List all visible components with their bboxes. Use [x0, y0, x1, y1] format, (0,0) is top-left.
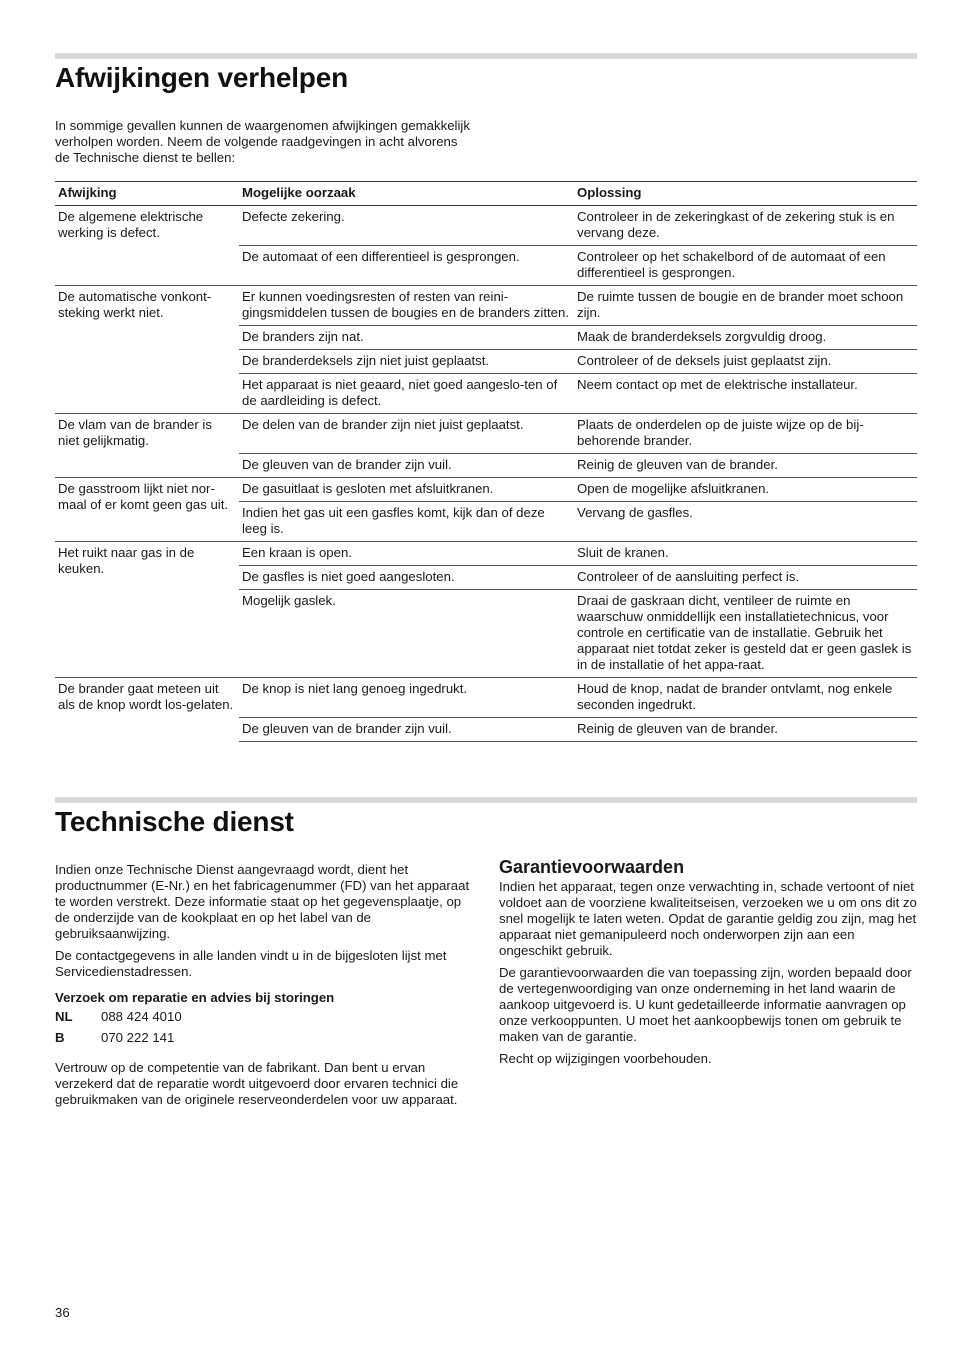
solution-cell: Controleer op het schakelbord of de automaat of een differentieel is gesprongen. [574, 246, 917, 286]
column-header-cause: Mogelijke oorzaak [239, 182, 574, 206]
warranty-paragraph: Recht op wijzigingen voorbehouden. [499, 1051, 712, 1066]
table-row [55, 206, 917, 246]
solution-cell: Controleer of de deksels juist geplaatst zijn. [574, 350, 917, 374]
cause-cell: De gleuven van de brander zijn vuil. [239, 454, 574, 478]
cause-cell: Indien het gas uit een gasfles komt, kijk dan of deze leeg is. [239, 502, 574, 542]
column-header-solution: Oplossing [574, 182, 917, 206]
solution-cell: Controleer of de aansluiting perfect is. [574, 566, 917, 590]
fault-cell: De brander gaat meteen uit als de knop wordt los-gelaten. [55, 678, 239, 742]
phone-number: 088 424 4010 [101, 1009, 182, 1024]
cause-cell: Defecte zekering. [239, 206, 574, 246]
table-header-row [55, 182, 917, 206]
cause-cell: Er kunnen voedingsresten of resten van reini-gingsmiddelen tussen de bougies en de branders zitten. [239, 286, 574, 326]
cause-cell: De gleuven van de brander zijn vuil. [239, 718, 574, 742]
fault-cell: De vlam van de brander is niet gelijkmatig. [55, 414, 239, 478]
fault-cell: Het ruikt naar gas in de keuken. [55, 542, 239, 678]
fault-cell: De algemene elektrische werking is defect. [55, 206, 239, 286]
solution-cell: Plaats de onderdelen op de juiste wijze op de bij-behorende brander. [574, 414, 917, 454]
section-title-troubleshooting: Afwijkingen verhelpen [55, 62, 348, 93]
country-code: NL [55, 1009, 73, 1024]
cause-cell: De branderdeksels zijn niet juist geplaatst. [239, 350, 574, 374]
cause-cell: De gasfles is niet goed aangesloten. [239, 566, 574, 590]
table-row [55, 286, 917, 326]
cause-cell: De knop is niet lang genoeg ingedrukt. [239, 678, 574, 718]
table-row [55, 678, 917, 718]
contact-row-nl [55, 1009, 471, 1025]
solution-cell: Draai de gaskraan dicht, ventileer de ruimte en waarschuw onmiddellijk een installatietechnicus, voor controle en certificatie van de installatie. Gebruik het apparaat niet totdat zeker is gesteld dat er geen gaslek is in de installatie of het appa-raat. [574, 590, 917, 678]
service-column-left [55, 862, 471, 1114]
troubleshooting-table [55, 181, 917, 742]
contact-row-b [55, 1030, 471, 1046]
table-row [55, 414, 917, 454]
repair-subheading: Verzoek om reparatie en advies bij storingen [55, 990, 335, 1005]
table-row [55, 478, 917, 502]
solution-cell: Reinig de gleuven van de brander. [574, 718, 917, 742]
solution-cell: Houd de knop, nadat de brander ontvlamt, nog enkele seconden ingedrukt. [574, 678, 917, 718]
country-code: B [55, 1030, 65, 1045]
solution-cell: Vervang de gasfles. [574, 502, 917, 542]
fault-cell: De automatische vonkont-steking werkt niet. [55, 286, 239, 414]
column-header-fault: Afwijking [55, 182, 239, 206]
warranty-heading: Garantievoorwaarden [499, 857, 685, 877]
solution-cell: Neem contact op met de elektrische installateur. [574, 374, 917, 414]
cause-cell: De gasuitlaat is gesloten met afsluitkranen. [239, 478, 574, 502]
warranty-paragraph: De garantievoorwaarden die van toepassing zijn, worden bepaald door de vertegenwoordiging van onze onderneming in het land waarin de aankoop uitgevoerd is. U kunt gedetailleerde informatie aanvragen op onze verkooppunten. U moet het aankoopbewijs tonen om gebruik te maken van de garantie. [499, 965, 912, 1044]
table-body [55, 206, 917, 742]
service-paragraph: De contactgegevens in alle landen vindt u in de bijgesloten lijst met Servicedienstadressen. [55, 948, 447, 979]
solution-cell: Reinig de gleuven van de brander. [574, 454, 917, 478]
service-paragraph: Vertrouw op de competentie van de fabrikant. Dan bent u ervan verzekerd dat de reparatie wordt uitgevoerd door ervaren technici die gebruikmaken van de originele reserveonderdelen voor uw apparaat. [55, 1060, 459, 1107]
solution-cell: Maak de branderdeksels zorgvuldig droog. [574, 326, 917, 350]
cause-cell: Mogelijk gaslek. [239, 590, 574, 678]
solution-cell: Open de mogelijke afsluitkranen. [574, 478, 917, 502]
warranty-column [499, 859, 917, 1073]
solution-cell: Sluit de kranen. [574, 542, 917, 566]
section-divider [55, 53, 917, 59]
cause-cell: De automaat of een differentieel is gesprongen. [239, 246, 574, 286]
page-number: 36 [55, 1305, 70, 1320]
section-title-service: Technische dienst [55, 806, 294, 837]
cause-cell: De delen van de brander zijn niet juist geplaatst. [239, 414, 574, 454]
phone-number: 070 222 141 [101, 1030, 175, 1045]
solution-cell: De ruimte tussen de bougie en de brander moet schoon zijn. [574, 286, 917, 326]
cause-cell: De branders zijn nat. [239, 326, 574, 350]
intro-paragraph: In sommige gevallen kunnen de waargenomen afwijkingen gemakkelijk verholpen worden. Neem de volgende raadgevingen in acht alvorens de Technische dienst te bellen: [55, 118, 470, 165]
table-row [55, 542, 917, 566]
warranty-paragraph: Indien het apparaat, tegen onze verwachting in, schade vertoont of niet voldoet aan de voorziene kwaliteitseisen, verzoeken we u om ons dit zo snel mogelijk te laten weten. Opdat de garantie geldig zou zijn, mag het apparaat niet gemanipuleerd noch onderworpen zijn aan een ongeschikt gebruik. [499, 879, 917, 958]
cause-cell: Het apparaat is niet geaard, niet goed aangeslo-ten of de aardleiding is defect. [239, 374, 574, 414]
fault-cell: De gasstroom lijkt niet nor-maal of er komt geen gas uit. [55, 478, 239, 542]
service-paragraph: Indien onze Technische Dienst aangevraagd wordt, dient het productnummer (E-Nr.) en het fabricagenummer (FD) van het apparaat te worden verstrekt. Deze informatie staat op het gegevensplaatje, op de onderzijde van de kookplaat en op het label van de gebruiksaanwijzing. [55, 862, 470, 941]
section-divider [55, 797, 917, 803]
cause-cell: Een kraan is open. [239, 542, 574, 566]
solution-cell: Controleer in de zekeringkast of de zekering stuk is en vervang deze. [574, 206, 917, 246]
